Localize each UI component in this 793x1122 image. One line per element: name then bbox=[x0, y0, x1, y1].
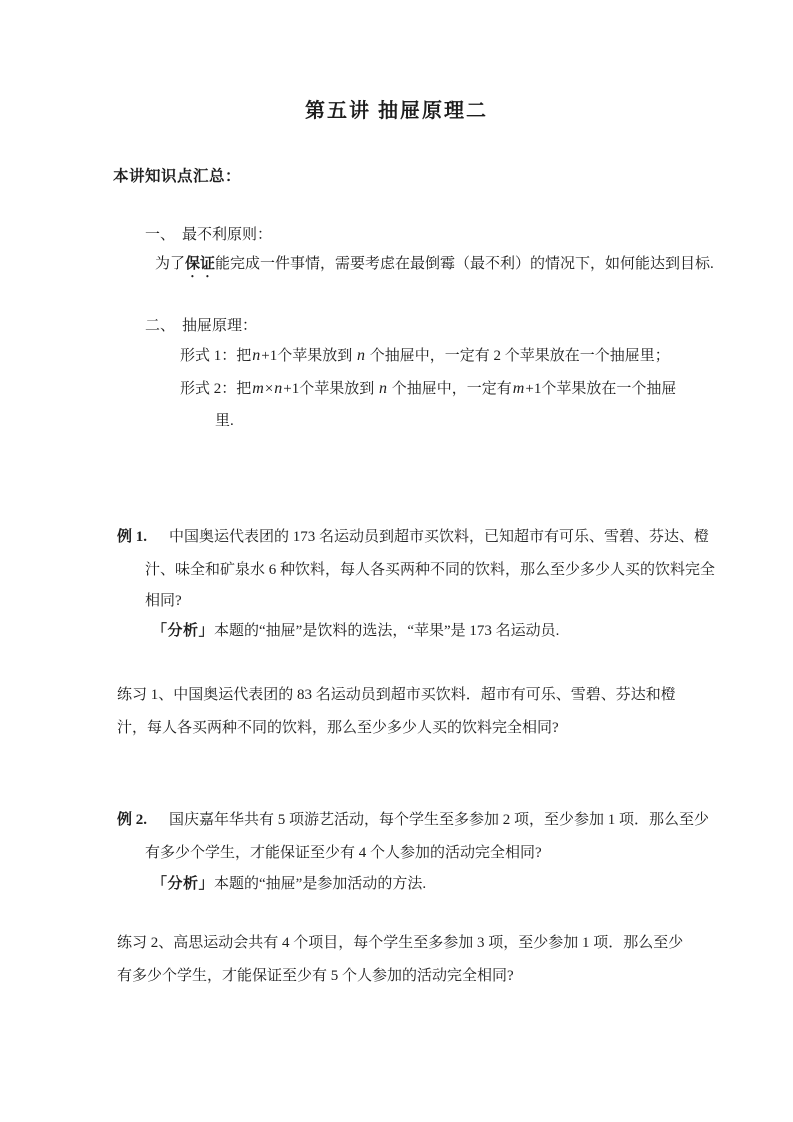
form-1-text: 个抽屉中，一定有 2 个苹果放在一个抽屉里； bbox=[366, 348, 670, 364]
example-1-line-2: 汁、味全和矿泉水 6 种饮料，每人各买两种不同的饮料，那么至少多少人买的饮料完全 bbox=[145, 562, 716, 578]
math-var-n: n bbox=[379, 380, 388, 397]
principle-1-label: 一、 bbox=[145, 227, 176, 243]
example-2-text: 国庆嘉年华共有 5 项游艺活动，每个学生至多参加 2 项，至少参加 1 项．那么至少 bbox=[169, 812, 710, 828]
example-2-line-1 bbox=[117, 811, 709, 830]
principle-2-heading bbox=[145, 317, 257, 336]
analysis-text: 本题的“抽屉”是参加活动的方法. bbox=[214, 876, 427, 892]
principle-1-body bbox=[155, 255, 714, 281]
practice-2-line-1: 练习 2、高思运动会共有 4 个项目，每个学生至多参加 3 项，至少参加 1 项．那么至少 bbox=[117, 935, 684, 951]
example-2-label: 例 2. bbox=[117, 812, 148, 828]
form-1-text: 形式 1：把 bbox=[180, 348, 252, 364]
example-2-analysis bbox=[152, 875, 426, 894]
principle-1-body-prefix: 为了 bbox=[155, 256, 186, 272]
analysis-label: 「分析」 bbox=[152, 623, 215, 639]
example-1-text: 中国奥运代表团的 173 名运动员到超市买饮料，已知超市有可乐、雪碧、芬达、橙 bbox=[169, 529, 710, 545]
principle-1-heading bbox=[145, 226, 272, 245]
form-2-text: × bbox=[264, 381, 274, 397]
form-2-text: 个苹果放在一个抽屉 bbox=[541, 381, 677, 397]
principle-1-title: 最不利原则： bbox=[182, 227, 273, 243]
example-1-line-3: 相同? bbox=[145, 593, 182, 609]
example-1-line-1 bbox=[117, 528, 709, 547]
math-var-n: n bbox=[252, 347, 261, 364]
math-var-m: m bbox=[512, 380, 525, 397]
math-var-m: m bbox=[252, 380, 264, 397]
pigeonhole-form-2-line-1 bbox=[180, 379, 676, 399]
form-2-text: +1 bbox=[283, 381, 300, 397]
emphasis-keyword: 保证 bbox=[185, 256, 216, 272]
practice-2-line-2: 有多少个学生，才能保证至少有 5 个人参加的活动完全相同? bbox=[117, 968, 514, 984]
form-2-text: 个抽屉中，一定有 bbox=[388, 381, 512, 397]
example-2-line-2: 有多少个学生，才能保证至少有 4 个人参加的活动完全相同? bbox=[145, 845, 542, 861]
principle-2-title: 抽屉原理： bbox=[182, 318, 258, 334]
form-2-text: +1 bbox=[525, 381, 542, 397]
principle-2-label: 二、 bbox=[145, 318, 176, 334]
knowledge-summary-heading: 本讲知识点汇总： bbox=[113, 168, 242, 185]
pigeonhole-form-1 bbox=[180, 346, 670, 366]
form-2-text: 形式 2：把 bbox=[180, 381, 252, 397]
analysis-label: 「分析」 bbox=[152, 876, 215, 892]
math-var-n: n bbox=[274, 380, 283, 397]
form-1-text: +1 bbox=[261, 348, 278, 364]
example-1-analysis bbox=[152, 622, 559, 641]
doc-title: 第五讲 抽屉原理二 bbox=[305, 100, 488, 122]
practice-1-line-2: 汁，每人各买两种不同的饮料，那么至少多少人买的饮料完全相同? bbox=[117, 720, 559, 736]
form-2-text: 个苹果放到 bbox=[299, 381, 379, 397]
principle-1-body-suffix: 能完成一件事情，需要考虑在最倒霉（最不利）的情况下，如何能达到目标. bbox=[215, 256, 714, 272]
form-1-text: 个苹果放到 bbox=[277, 348, 356, 364]
practice-1-line-1: 练习 1、中国奥运代表团的 83 名运动员到超市买饮料．超市有可乐、雪碧、芬达和橙 bbox=[117, 687, 676, 703]
analysis-text: 本题的“抽屉”是饮料的选法，“苹果”是 173 名运动员. bbox=[214, 623, 560, 639]
pigeonhole-form-2-line-2: 里. bbox=[215, 413, 234, 429]
math-var-n: n bbox=[357, 347, 365, 364]
example-1-label: 例 1. bbox=[117, 529, 148, 545]
